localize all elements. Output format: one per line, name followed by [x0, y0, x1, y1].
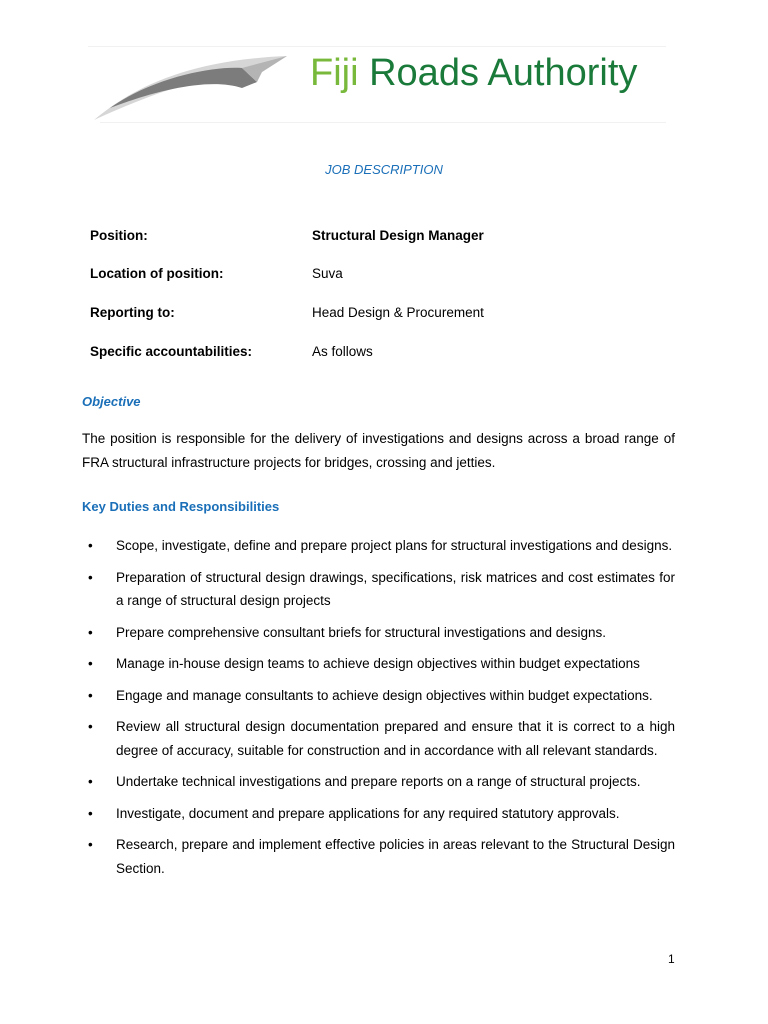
bullet-icon: • — [88, 624, 93, 640]
duty-text: Prepare comprehensive consultant briefs for structural investigations and designs. — [116, 624, 607, 640]
info-label: Position: — [90, 228, 148, 243]
page-number: 1 — [668, 952, 675, 966]
list-item — [82, 652, 675, 676]
list-item — [82, 802, 675, 826]
duty-text: Preparation of structural design drawings, specifications, risk matrices and cost estimates for a range of structural design projects — [116, 569, 675, 608]
duty-text: Undertake technical investigations and prepare reports on a range of structural projects. — [116, 774, 641, 789]
bullet-icon: • — [88, 805, 93, 821]
list-item — [82, 833, 675, 880]
duty-text: Manage in-house design teams to achieve design objectives within budget expectations — [116, 656, 640, 671]
list-item — [82, 684, 675, 708]
bullet-icon: • — [88, 656, 93, 671]
objective-paragraph: The position is responsible for the delivery of investigations and designs across a broad range of FRA structural infrastructure projects for bridges, crossing and jetties. — [82, 431, 675, 470]
document-title: JOB DESCRIPTION — [325, 162, 443, 177]
info-label: Location of position: — [90, 266, 224, 281]
bullet-icon: • — [88, 837, 93, 852]
logo-word-roads-authority: Roads Authority — [369, 52, 638, 94]
info-value: Head Design & Procurement — [312, 305, 484, 320]
duty-text: Review all structural design documentation prepared and ensure that it is correct to a high degree of accuracy, suitable for construction and in accordance with all relevant standards. — [116, 719, 675, 758]
duty-text: Research, prepare and implement effective policies in areas relevant to the Structural Design Section. — [116, 837, 675, 876]
list-item — [82, 534, 675, 558]
objective-heading: Objective — [82, 394, 141, 409]
duty-text: Investigate, document and prepare applications for any required statutory approvals. — [116, 805, 620, 821]
bullet-icon: • — [88, 774, 93, 789]
info-value: Suva — [312, 266, 343, 281]
list-item — [82, 621, 675, 645]
bullet-icon: • — [88, 719, 93, 734]
bullet-icon: • — [88, 569, 93, 585]
bullet-icon: • — [88, 687, 93, 703]
logo-word-fiji: Fiji — [310, 52, 359, 94]
info-label: Specific accountabilities: — [90, 344, 253, 359]
organization-logo-text — [310, 52, 637, 95]
duty-text: Engage and manage consultants to achieve design objectives within budget expectations. — [116, 687, 653, 703]
list-item — [82, 566, 675, 613]
duties-list — [82, 534, 675, 888]
duties-heading: Key Duties and Responsibilities — [82, 499, 280, 514]
header-faint-line-top — [88, 46, 666, 47]
road-swoosh-logo-icon — [92, 48, 297, 128]
info-value: As follows — [312, 344, 373, 359]
list-item — [82, 715, 675, 762]
info-label: Reporting to: — [90, 305, 175, 320]
duty-text: Scope, investigate, define and prepare project plans for structural investigations and designs. — [116, 538, 673, 553]
list-item — [82, 770, 675, 794]
bullet-icon: • — [88, 538, 93, 553]
page-header — [0, 0, 768, 135]
info-value: Structural Design Manager — [312, 228, 484, 243]
